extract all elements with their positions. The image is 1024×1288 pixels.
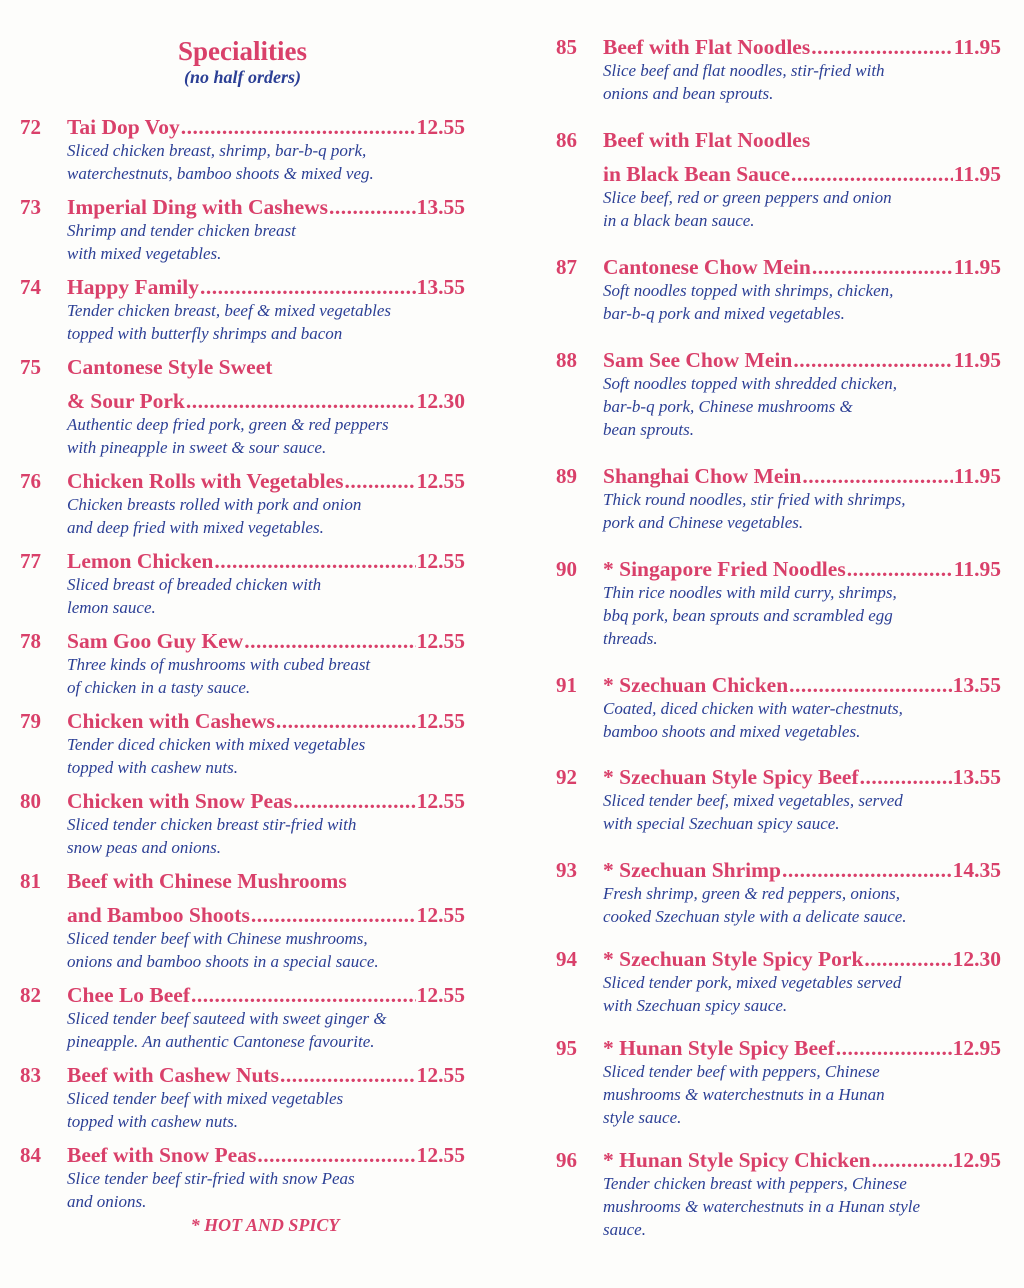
dot-leader	[791, 159, 953, 189]
item-price: 13.55	[952, 673, 1001, 697]
item-number: 86	[556, 128, 577, 152]
dot-leader	[345, 466, 416, 496]
item-name-line	[67, 112, 465, 142]
item-name-line	[67, 866, 465, 896]
item-price: 12.55	[416, 549, 465, 573]
item-price: 11.95	[953, 162, 1001, 186]
item-number: 82	[20, 983, 41, 1007]
item-number: 84	[20, 1143, 41, 1167]
item-name: in Black Bean Sauce	[603, 162, 790, 186]
menu-item-87	[556, 252, 1001, 325]
item-price: 12.55	[416, 469, 465, 493]
item-name: * Szechuan Chicken	[603, 673, 789, 697]
item-price: 12.55	[416, 629, 465, 653]
item-body	[603, 32, 1001, 105]
item-name: Happy Family	[67, 275, 200, 299]
item-body	[603, 252, 1001, 325]
item-name-line	[603, 32, 1001, 62]
item-name-line	[67, 466, 465, 496]
item-name-line	[67, 352, 465, 382]
item-name: Chicken Rolls with Vegetables	[67, 469, 344, 493]
menu-item-73	[20, 192, 465, 265]
item-body	[603, 554, 1001, 650]
dot-leader	[244, 626, 415, 656]
item-name-line	[603, 345, 1001, 375]
item-price: 13.55	[416, 275, 465, 299]
item-name-line	[603, 252, 1001, 282]
item-name: Beef with Cashew Nuts	[67, 1063, 280, 1087]
item-description: Sliced tender beef with Chinese mushrooms, onions and bamboo shoots in a special sauce.	[67, 929, 379, 971]
item-description: Thin rice noodles with mild curry, shrimps, bbq pork, bean sprouts and scrambled egg threads.	[603, 583, 897, 648]
hot-and-spicy-note: * HOT AND SPICY	[190, 1215, 340, 1235]
item-body	[67, 192, 465, 265]
menu-item-96	[556, 1145, 1001, 1241]
item-name: Beef with Chinese Mushrooms	[67, 869, 347, 893]
item-body	[603, 670, 1001, 743]
menu-item-76	[20, 466, 465, 539]
item-description: Coated, diced chicken with water-chestnuts, bamboo shoots and mixed vegetables.	[603, 699, 903, 741]
section-subtitle: (no half orders)	[183, 67, 301, 87]
item-price: 12.55	[416, 1143, 465, 1167]
item-description: Sliced tender pork, mixed vegetables served with Szechuan spicy sauce.	[603, 973, 902, 1015]
menu-item-83	[20, 1060, 465, 1133]
item-number: 93	[556, 858, 577, 882]
item-name-line	[67, 546, 465, 576]
item-body	[67, 786, 465, 859]
menu-item-72	[20, 112, 465, 185]
item-name: * Hunan Style Spicy Chicken	[603, 1148, 871, 1172]
item-description: Sliced tender beef with peppers, Chinese mushrooms & waterchestnuts in a Hunan style sauce.	[603, 1062, 885, 1127]
dot-leader	[802, 461, 952, 491]
item-body	[67, 1140, 465, 1213]
item-description: Three kinds of mushrooms with cubed breast of chicken in a tasty sauce.	[67, 655, 371, 697]
menu-item-86	[556, 125, 1001, 232]
item-name-line	[603, 944, 1001, 974]
item-price: 12.30	[952, 947, 1001, 971]
item-price: 14.35	[952, 858, 1001, 882]
menu-item-80	[20, 786, 465, 859]
item-body	[67, 1060, 465, 1133]
item-name-line	[603, 159, 1001, 189]
item-name: Beef with Flat Noodles	[603, 128, 811, 152]
dot-leader	[200, 272, 416, 302]
dot-leader	[860, 762, 952, 792]
item-body	[603, 1145, 1001, 1241]
item-name: Chee Lo Beef	[67, 983, 190, 1007]
item-name: Chicken with Snow Peas	[67, 789, 293, 813]
menu-item-85	[556, 32, 1001, 105]
item-body	[67, 466, 465, 539]
item-body	[67, 352, 465, 459]
item-body	[67, 626, 465, 699]
item-price: 13.55	[952, 765, 1001, 789]
menu-item-75	[20, 352, 465, 459]
dot-leader	[864, 944, 951, 974]
menu-item-78	[20, 626, 465, 699]
item-description: Tender chicken breast with peppers, Chinese mushrooms & waterchestnuts in a Hunan style sauce.	[603, 1174, 921, 1239]
menu-item-82	[20, 980, 465, 1053]
item-name-line	[67, 706, 465, 736]
item-number: 96	[556, 1148, 577, 1172]
dot-leader	[280, 1060, 416, 1090]
item-number: 81	[20, 869, 41, 893]
item-price: 13.55	[416, 195, 465, 219]
dot-leader	[782, 855, 952, 885]
item-name: Sam See Chow Mein	[603, 348, 793, 372]
dot-leader	[329, 192, 416, 222]
menu-item-93	[556, 855, 1001, 928]
item-description: Fresh shrimp, green & red peppers, onions, cooked Szechuan style with a delicate sauce.	[603, 884, 907, 926]
item-name-line	[603, 1033, 1001, 1063]
item-number: 80	[20, 789, 41, 813]
item-description: Chicken breasts rolled with pork and onion and deep fried with mixed vegetables.	[67, 495, 362, 537]
item-number: 78	[20, 629, 41, 653]
item-description: Slice tender beef stir-fried with snow Peas and onions.	[67, 1169, 355, 1211]
item-price: 12.95	[952, 1036, 1001, 1060]
item-description: Soft noodles topped with shredded chicken, bar-b-q pork, Chinese mushrooms & bean sprouts.	[603, 374, 897, 439]
item-name: * Hunan Style Spicy Beef	[603, 1036, 835, 1060]
item-description: Sliced tender beef with mixed vegetables topped with cashew nuts.	[67, 1089, 344, 1131]
item-name-line	[603, 855, 1001, 885]
item-number: 91	[556, 673, 577, 697]
item-number: 90	[556, 557, 577, 581]
item-price: 11.95	[953, 255, 1001, 279]
item-price: 11.95	[953, 464, 1001, 488]
item-price: 11.95	[953, 348, 1001, 372]
item-number: 95	[556, 1036, 577, 1060]
item-name: Tai Dop Voy	[67, 115, 180, 139]
item-description: Sliced tender beef, mixed vegetables, served with special Szechuan spicy sauce.	[603, 791, 903, 833]
item-name-line	[67, 626, 465, 656]
item-name: * Singapore Fried Noodles	[603, 557, 846, 581]
item-description: Tender chicken breast, beef & mixed vegetables topped with butterfly shrimps and bacon	[67, 301, 391, 343]
dot-leader	[847, 554, 953, 584]
item-description: Sliced breast of breaded chicken with lemon sauce.	[67, 575, 322, 617]
item-number: 89	[556, 464, 577, 488]
dot-leader	[276, 706, 416, 736]
item-name: Beef with Snow Peas	[67, 1143, 257, 1167]
menu-item-92	[556, 762, 1001, 835]
item-number: 75	[20, 355, 41, 379]
item-price: 11.95	[953, 35, 1001, 59]
item-description: Authentic deep fried pork, green & red peppers with pineapple in sweet & sour sauce.	[67, 415, 389, 457]
item-name: * Szechuan Style Spicy Pork	[603, 947, 864, 971]
item-description: Slice beef and flat noodles, stir-fried with onions and bean sprouts.	[603, 61, 885, 103]
item-name: Beef with Flat Noodles	[603, 35, 811, 59]
item-number: 73	[20, 195, 41, 219]
dot-leader	[811, 32, 953, 62]
menu-item-95	[556, 1033, 1001, 1129]
item-description: Sliced chicken breast, shrimp, bar-b-q pork, waterchestnuts, bamboo shoots & mixed veg.	[67, 141, 374, 183]
item-body	[67, 546, 465, 619]
item-name-line	[67, 900, 465, 930]
item-body	[603, 345, 1001, 441]
dot-leader	[836, 1033, 952, 1063]
item-description: Slice beef, red or green peppers and onion in a black bean sauce.	[603, 188, 892, 230]
item-number: 79	[20, 709, 41, 733]
item-name-line	[67, 980, 465, 1010]
menu-item-74	[20, 272, 465, 345]
menu-item-89	[556, 461, 1001, 534]
item-body	[603, 762, 1001, 835]
item-name: Cantonese Chow Mein	[603, 255, 811, 279]
item-name-line	[603, 461, 1001, 491]
item-number: 87	[556, 255, 577, 279]
item-body	[67, 980, 465, 1053]
item-description: Sliced tender beef sauteed with sweet ginger & pineapple. An authentic Cantonese favourite.	[67, 1009, 387, 1051]
item-name: Shanghai Chow Mein	[603, 464, 802, 488]
menu-item-84	[20, 1140, 465, 1213]
item-price: 12.55	[416, 789, 465, 813]
item-name-line	[603, 670, 1001, 700]
item-name: * Szechuan Shrimp	[603, 858, 782, 882]
item-name-line	[67, 1060, 465, 1090]
item-name: Chicken with Cashews	[67, 709, 275, 733]
item-price: 12.55	[416, 983, 465, 1007]
item-price: 12.55	[416, 1063, 465, 1087]
item-name: Imperial Ding with Cashews	[67, 195, 329, 219]
dot-leader	[181, 112, 416, 142]
item-description: Soft noodles topped with shrimps, chicken, bar-b-q pork and mixed vegetables.	[603, 281, 894, 323]
item-name-line	[67, 786, 465, 816]
item-name: Sam Goo Guy Kew	[67, 629, 244, 653]
dot-leader	[257, 1140, 415, 1170]
section-title: Specialities	[178, 36, 307, 66]
dot-leader	[214, 546, 415, 576]
dot-leader	[251, 900, 416, 930]
item-price: 12.30	[416, 389, 465, 413]
item-description: Thick round noodles, stir fried with shrimps, pork and Chinese vegetables.	[603, 490, 906, 532]
item-description: Sliced tender chicken breast stir-fried with snow peas and onions.	[67, 815, 357, 857]
item-name-line	[67, 386, 465, 416]
item-body	[603, 1033, 1001, 1129]
item-name: and Bamboo Shoots	[67, 903, 250, 927]
dot-leader	[872, 1145, 952, 1175]
menu-item-90	[556, 554, 1001, 650]
item-name-line	[603, 1145, 1001, 1175]
item-number: 76	[20, 469, 41, 493]
menu-item-81	[20, 866, 465, 973]
item-price: 12.55	[416, 903, 465, 927]
menu-item-91	[556, 670, 1001, 743]
item-name: Cantonese Style Sweet	[67, 355, 273, 379]
item-number: 85	[556, 35, 577, 59]
dot-leader	[793, 345, 952, 375]
item-name-line	[603, 554, 1001, 584]
dot-leader	[812, 252, 953, 282]
item-name: * Szechuan Style Spicy Beef	[603, 765, 859, 789]
item-number: 83	[20, 1063, 41, 1087]
menu-item-94	[556, 944, 1001, 1017]
menu-header	[20, 36, 465, 88]
item-number: 77	[20, 549, 41, 573]
item-body	[603, 855, 1001, 928]
menu-item-79	[20, 706, 465, 779]
item-name-line	[67, 1140, 465, 1170]
item-price: 12.95	[952, 1148, 1001, 1172]
item-description: Tender diced chicken with mixed vegetables topped with cashew nuts.	[67, 735, 366, 777]
dot-leader	[191, 980, 416, 1010]
item-name: & Sour Pork	[67, 389, 185, 413]
dot-leader	[186, 386, 416, 416]
item-price: 12.55	[416, 709, 465, 733]
item-body	[67, 272, 465, 345]
item-number: 72	[20, 115, 41, 139]
item-name-line	[603, 125, 1001, 155]
menu-item-77	[20, 546, 465, 619]
item-description: Shrimp and tender chicken breast with mixed vegetables.	[67, 221, 296, 263]
item-price: 12.55	[416, 115, 465, 139]
item-name: Lemon Chicken	[67, 549, 214, 573]
item-price: 11.95	[953, 557, 1001, 581]
item-name-line	[67, 192, 465, 222]
item-body	[67, 112, 465, 185]
item-number: 74	[20, 275, 41, 299]
item-name-line	[67, 272, 465, 302]
item-number: 88	[556, 348, 577, 372]
dot-leader	[293, 786, 415, 816]
menu-item-88	[556, 345, 1001, 441]
item-number: 94	[556, 947, 577, 971]
dot-leader	[789, 670, 951, 700]
item-body	[603, 461, 1001, 534]
item-body	[603, 944, 1001, 1017]
item-name-line	[603, 762, 1001, 792]
item-body	[603, 125, 1001, 232]
item-body	[67, 706, 465, 779]
item-body	[67, 866, 465, 973]
item-number: 92	[556, 765, 577, 789]
